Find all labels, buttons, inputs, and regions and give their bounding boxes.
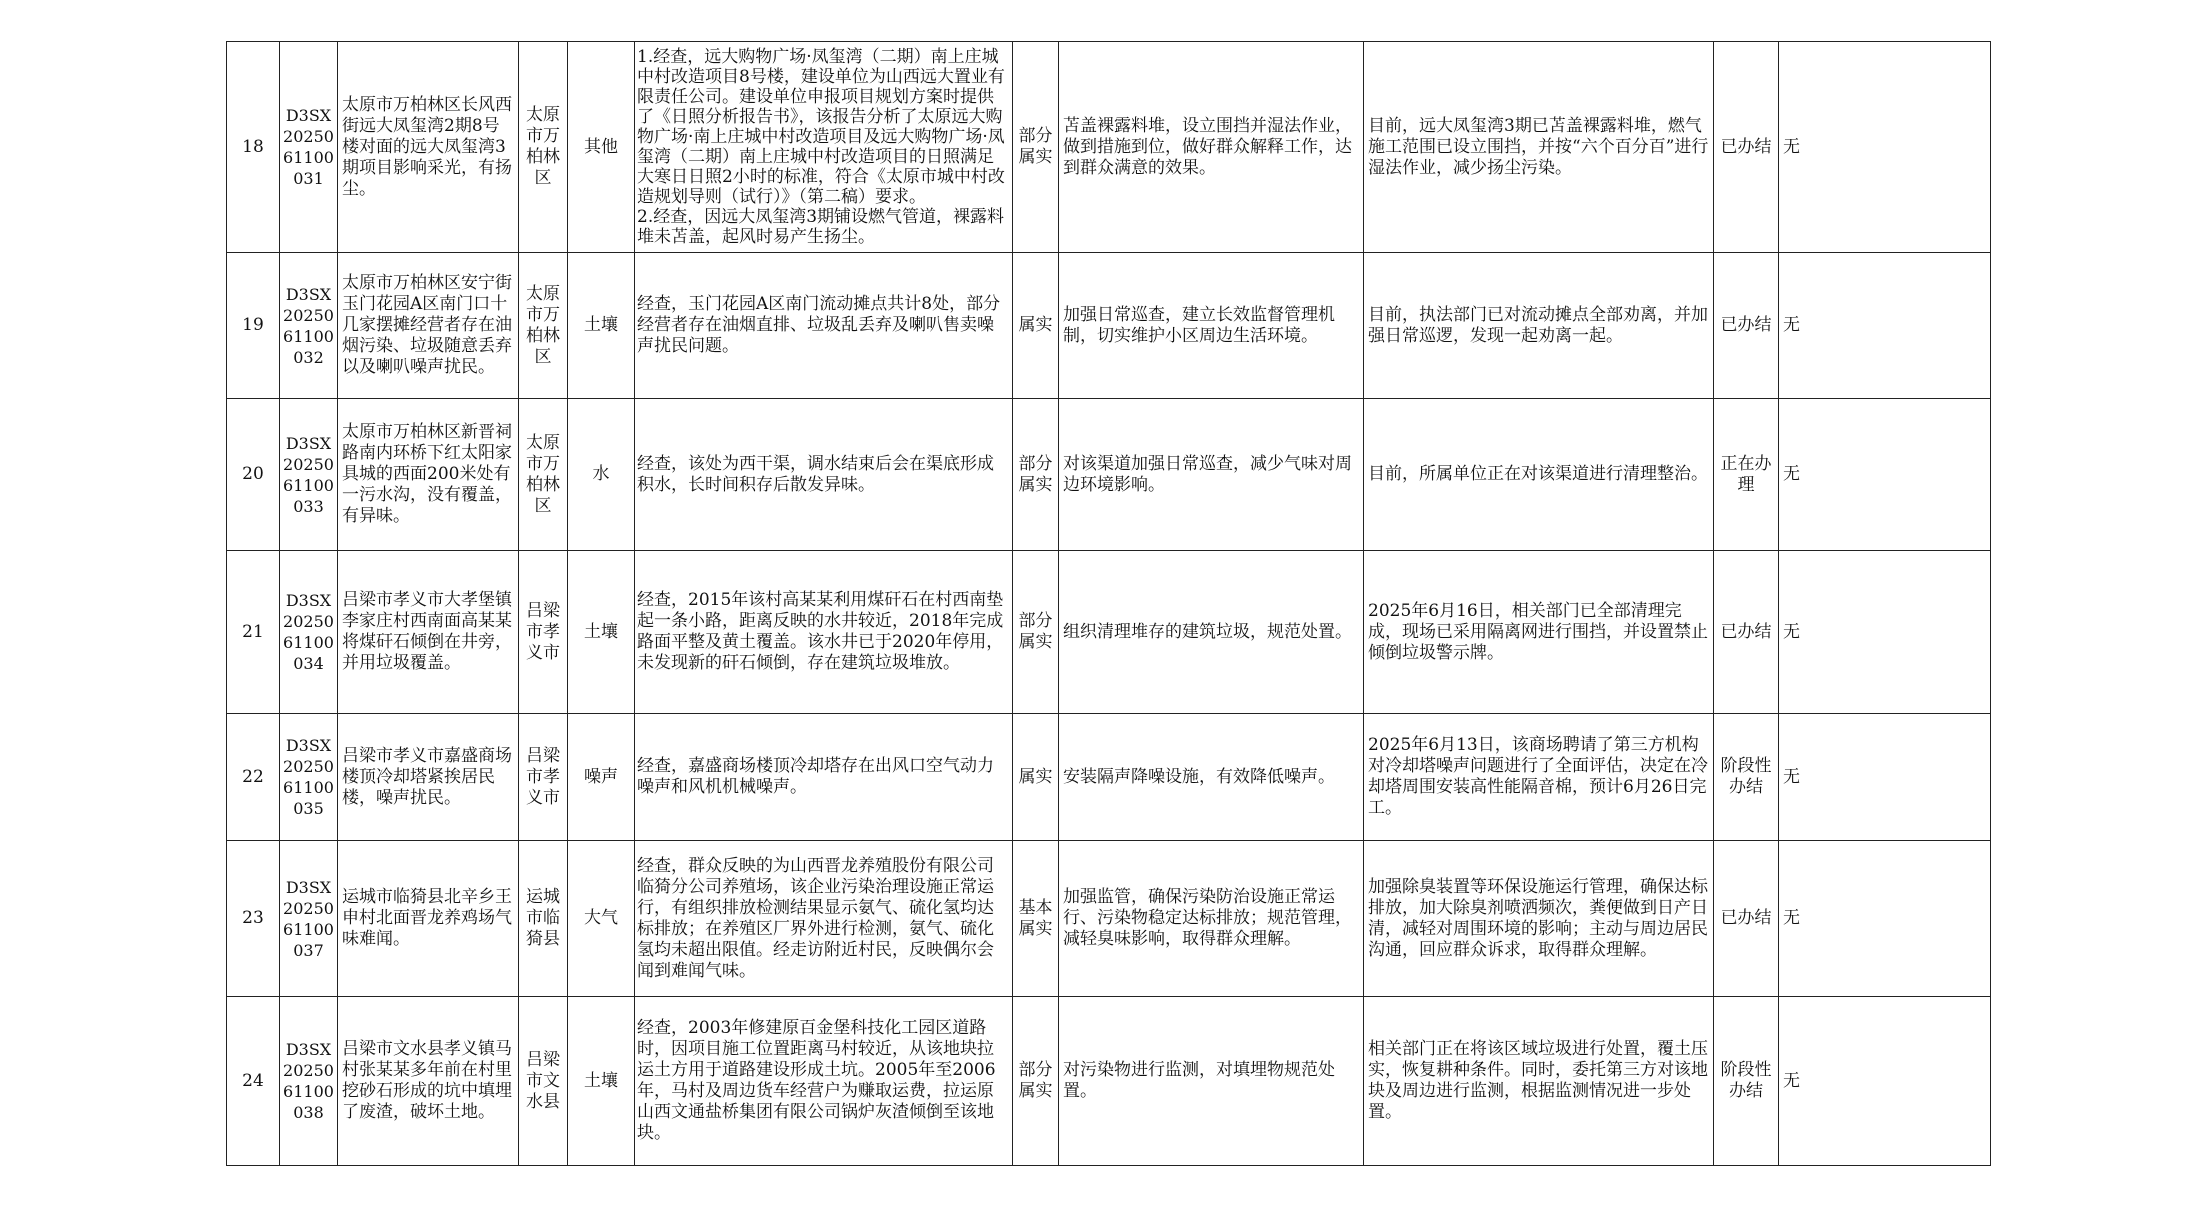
measures: 安装隔声降噪设施，有效降低噪声。 (1059, 714, 1364, 841)
admin-area: 吕梁市文水县 (519, 997, 568, 1166)
row-number: 24 (227, 997, 280, 1166)
investigation-finding: 经查，该处为西干渠，调水结束后会在渠底形成积水，长时间积存后散发异味。 (635, 399, 1013, 551)
accountability: 无 (1779, 997, 1991, 1166)
verdict: 部分属实 (1013, 551, 1059, 714)
table-row (227, 253, 1991, 399)
handling-status: 正在办理 (1714, 399, 1779, 551)
rectification-progress: 相关部门正在将该区域垃圾进行处置，覆土压实，恢复耕种条件。同时，委托第三方对该地块及周边进行监测，根据监测情况进一步处置。 (1364, 997, 1714, 1166)
handling-status: 阶段性办结 (1714, 714, 1779, 841)
rectification-progress: 目前，所属单位正在对该渠道进行清理整治。 (1364, 399, 1714, 551)
measures: 加强日常巡查，建立长效监督管理机制，切实维护小区周边生活环境。 (1059, 253, 1364, 399)
complaint-content: 太原市万柏林区新晋祠路南内环桥下红太阳家具城的西面200米处有一污水沟，没有覆盖，有异味。 (338, 399, 519, 551)
complaint-content: 吕梁市孝义市嘉盛商场楼顶冷却塔紧挨居民楼，噪声扰民。 (338, 714, 519, 841)
admin-area: 太原市万柏林区 (519, 253, 568, 399)
case-code: D3SX2025061100038 (280, 997, 338, 1166)
table-row (227, 997, 1991, 1166)
accountability: 无 (1779, 399, 1991, 551)
table-row (227, 714, 1991, 841)
row-number: 20 (227, 399, 280, 551)
row-number: 23 (227, 841, 280, 997)
verdict: 部分属实 (1013, 42, 1059, 253)
pollution-type: 土壤 (568, 253, 635, 399)
investigation-finding: 1.经查，远大购物广场·凤玺湾（二期）南上庄城中村改造项目8号楼，建设单位为山西远大置业有限责任公司。建设单位申报项目规划方案时提供了《日照分析报告书》，该报告分析了太原远大购物广场·南上庄城中村改造项目及远大购物广场·凤玺湾（二期）南上庄城中村改造项目的日照满足大寒日日照2小时的标准，符合《太原市城中村改造规划导则（试行）》（第二稿）要求。 2.经查，因远大凤玺湾3期铺设燃气管道，裸露料堆未苫盖，起风时易产生扬尘。 (635, 42, 1013, 253)
complaint-table (226, 41, 1991, 1166)
admin-area: 太原市万柏林区 (519, 42, 568, 253)
complaint-content: 吕梁市孝义市大孝堡镇李家庄村西南面高某某将煤矸石倾倒在井旁，并用垃圾覆盖。 (338, 551, 519, 714)
measures: 加强监管，确保污染防治设施正常运行、污染物稳定达标排放；规范管理，减轻臭味影响，取得群众理解。 (1059, 841, 1364, 997)
row-number: 22 (227, 714, 280, 841)
case-code: D3SX2025061100037 (280, 841, 338, 997)
accountability: 无 (1779, 714, 1991, 841)
case-code: D3SX2025061100031 (280, 42, 338, 253)
admin-area: 太原市万柏林区 (519, 399, 568, 551)
handling-status: 已办结 (1714, 253, 1779, 399)
measures: 对污染物进行监测，对填埋物规范处置。 (1059, 997, 1364, 1166)
investigation-finding: 经查，2003年修建原百金堡科技化工园区道路时，因项目施工位置距离马村较近，从该地块拉运土方用于道路建设形成土坑。2005年至2006年，马村及周边货车经营户为赚取运费，拉运原山西文通盐桥集团有限公司锅炉灰渣倾倒至该地块。 (635, 997, 1013, 1166)
pollution-type: 土壤 (568, 551, 635, 714)
handling-status: 阶段性办结 (1714, 997, 1779, 1166)
case-code: D3SX2025061100033 (280, 399, 338, 551)
complaint-content: 太原市万柏林区长风西街远大凤玺湾2期8号楼对面的远大凤玺湾3期项目影响采光，有扬尘。 (338, 42, 519, 253)
table-row (227, 42, 1991, 253)
complaint-content: 太原市万柏林区安宁街玉门花园A区南门口十几家摆摊经营者存在油烟污染、垃圾随意丢弃以及喇叭噪声扰民。 (338, 253, 519, 399)
row-number: 19 (227, 253, 280, 399)
admin-area: 运城市临猗县 (519, 841, 568, 997)
rectification-progress: 2025年6月13日，该商场聘请了第三方机构对冷却塔噪声问题进行了全面评估，决定在冷却塔周围安装高性能隔音棉，预计6月26日完工。 (1364, 714, 1714, 841)
pollution-type: 大气 (568, 841, 635, 997)
handling-status: 已办结 (1714, 551, 1779, 714)
investigation-finding: 经查，2015年该村高某某利用煤矸石在村西南垫起一条小路，距离反映的水井较近，2018年完成路面平整及黄土覆盖。该水井已于2020年停用，未发现新的矸石倾倒，存在建筑垃圾堆放。 (635, 551, 1013, 714)
accountability: 无 (1779, 551, 1991, 714)
admin-area: 吕梁市孝义市 (519, 714, 568, 841)
rectification-progress: 加强除臭装置等环保设施运行管理，确保达标排放，加大除臭剂喷洒频次，粪便做到日产日清，减轻对周围环境的影响；主动与周边居民沟通，回应群众诉求，取得群众理解。 (1364, 841, 1714, 997)
rectification-progress: 2025年6月16日，相关部门已全部清理完成，现场已采用隔离网进行围挡，并设置禁止倾倒垃圾警示牌。 (1364, 551, 1714, 714)
measures: 组织清理堆存的建筑垃圾，规范处置。 (1059, 551, 1364, 714)
row-number: 21 (227, 551, 280, 714)
accountability: 无 (1779, 253, 1991, 399)
verdict: 属实 (1013, 253, 1059, 399)
handling-status: 已办结 (1714, 841, 1779, 997)
verdict: 基本属实 (1013, 841, 1059, 997)
row-number: 18 (227, 42, 280, 253)
accountability: 无 (1779, 42, 1991, 253)
table-row (227, 399, 1991, 551)
verdict: 部分属实 (1013, 997, 1059, 1166)
complaint-content: 运城市临猗县北辛乡王申村北面晋龙养鸡场气味难闻。 (338, 841, 519, 997)
verdict: 部分属实 (1013, 399, 1059, 551)
pollution-type: 土壤 (568, 997, 635, 1166)
table-row (227, 841, 1991, 997)
case-code: D3SX2025061100035 (280, 714, 338, 841)
complaint-content: 吕梁市文水县孝义镇马村张某某多年前在村里挖砂石形成的坑中填埋了废渣，破坏土地。 (338, 997, 519, 1166)
case-code: D3SX2025061100034 (280, 551, 338, 714)
pollution-type: 其他 (568, 42, 635, 253)
rectification-progress: 目前，远大凤玺湾3期已苫盖裸露料堆，燃气施工范围已设立围挡，并按“六个百分百”进行湿法作业，减少扬尘污染。 (1364, 42, 1714, 253)
measures: 对该渠道加强日常巡查，减少气味对周边环境影响。 (1059, 399, 1364, 551)
investigation-finding: 经查，嘉盛商场楼顶冷却塔存在出风口空气动力噪声和风机机械噪声。 (635, 714, 1013, 841)
table-row (227, 551, 1991, 714)
investigation-finding: 经查，玉门花园A区南门流动摊点共计8处，部分经营者存在油烟直排、垃圾乱丢弃及喇叭售卖噪声扰民问题。 (635, 253, 1013, 399)
pollution-type: 水 (568, 399, 635, 551)
investigation-finding: 经查，群众反映的为山西晋龙养殖股份有限公司临猗分公司养殖场，该企业污染治理设施正常运行，有组织排放检测结果显示氨气、硫化氢均达标排放；在养殖区厂界外进行检测，氨气、硫化氢均未超出限值。经走访附近村民，反映偶尔会闻到难闻气味。 (635, 841, 1013, 997)
handling-status: 已办结 (1714, 42, 1779, 253)
measures: 苫盖裸露料堆，设立围挡并湿法作业，做到措施到位，做好群众解释工作，达到群众满意的效果。 (1059, 42, 1364, 253)
admin-area: 吕梁市孝义市 (519, 551, 568, 714)
case-code: D3SX2025061100032 (280, 253, 338, 399)
rectification-progress: 目前，执法部门已对流动摊点全部劝离，并加强日常巡逻，发现一起劝离一起。 (1364, 253, 1714, 399)
pollution-type: 噪声 (568, 714, 635, 841)
accountability: 无 (1779, 841, 1991, 997)
verdict: 属实 (1013, 714, 1059, 841)
